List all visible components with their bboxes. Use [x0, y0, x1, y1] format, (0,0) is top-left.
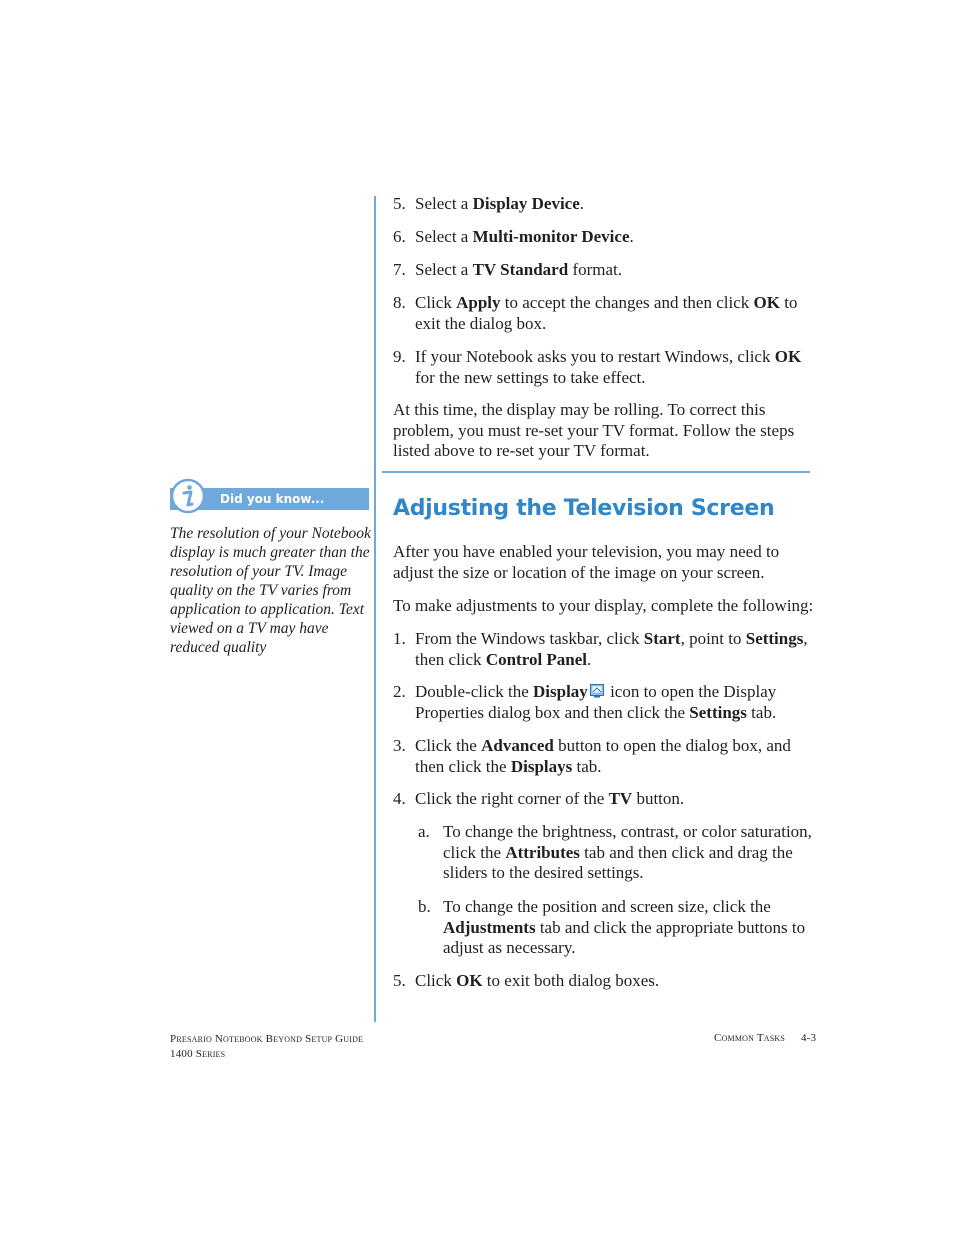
did-you-know-label: Did you know...	[220, 492, 325, 506]
list-item: 3. Click the Advanced button to open the dialog box, and then click the Displays tab.	[393, 736, 791, 776]
list-item: 4. Click the right corner of the TV button.	[393, 789, 685, 808]
sidebar-tip: The resolution of your Notebook display is much greater than the resolution of your TV. Image quality on the TV varies from application to application. Text viewed on a TV may have reduced quality	[170, 525, 371, 656]
sub-list-item: a. To change the brightness, contrast, or color saturation, click the Attributes tab and then click and drag the sliders to the desired settings.	[418, 822, 812, 882]
list-item: 1. From the Windows taskbar, click Start, point to Settings, then click Control Panel.	[393, 629, 808, 669]
section-divider	[382, 471, 810, 473]
footer-guide-title: Presario Notebook Beyond Setup Guide	[170, 1033, 364, 1045]
rolling-paragraph: At this time, the display may be rolling. To correct this problem, you must re-set your TV format. Follow the steps listed above to re-set your TV format.	[393, 400, 795, 460]
display-icon	[590, 684, 604, 698]
list-item: 9. If your Notebook asks you to restart Windows, click OK for the new settings to take effect.	[393, 347, 802, 387]
list-item: 2. Double-click the Display icon to open the Display Properties dialog box and then click the Settings tab.	[393, 682, 777, 722]
footer-series: 1400 Series	[170, 1048, 226, 1060]
lead-paragraph: To make adjustments to your display, complete the following:	[393, 596, 814, 615]
info-icon	[170, 478, 206, 514]
footer-section: Common Tasks	[714, 1032, 786, 1044]
sub-list-item: b. To change the position and screen size, click the Adjustments tab and click the appropriate buttons to adjust as necessary.	[418, 897, 806, 957]
list-item: 7. Select a TV Standard format.	[393, 260, 623, 279]
list-item: 8. Click Apply to accept the changes and then click OK to exit the dialog box.	[393, 293, 798, 333]
footer-page-info	[714, 1032, 816, 1044]
list-item: 5. Select a Display Device.	[393, 194, 585, 213]
list-item: 6. Select a Multi-monitor Device.	[393, 227, 634, 246]
page-number: 4-3	[800, 1032, 817, 1044]
intro-paragraph: After you have enabled your television, you may need to adjust the size or location of the image on your screen.	[393, 542, 780, 582]
list-item: 5. Click OK to exit both dialog boxes.	[393, 971, 660, 990]
section-heading: Adjusting the Television Screen	[393, 496, 775, 521]
footer-guide	[170, 1032, 363, 1062]
